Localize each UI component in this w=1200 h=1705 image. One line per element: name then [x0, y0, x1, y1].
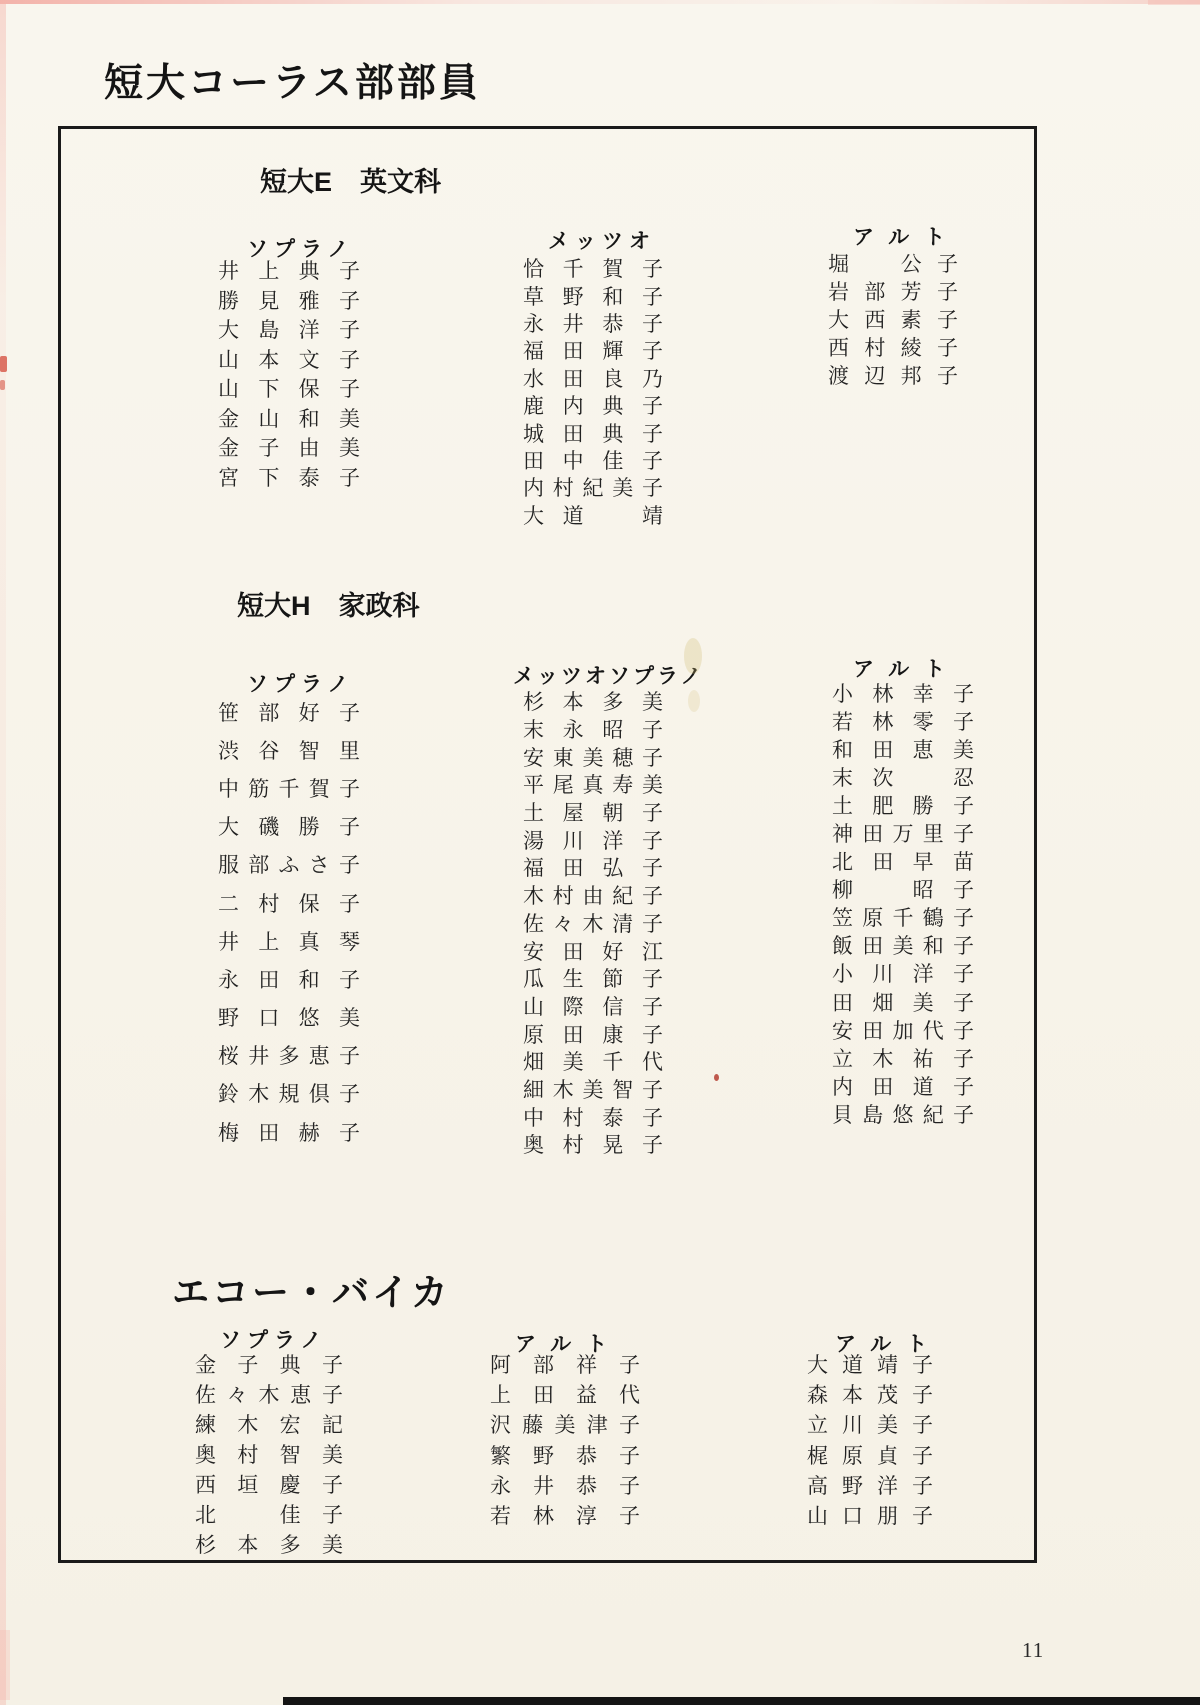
member-name: 大 島 洋 子: [218, 318, 360, 343]
member-name: 鈴 木 規 倶 子: [218, 1082, 360, 1107]
column-header-alto: アルト: [835, 1333, 943, 1356]
member-name: 梅 田 赫 子: [218, 1120, 360, 1145]
member-name: 湯 川 洋 子: [523, 828, 663, 853]
column-header-mezzo: メッツオ: [548, 230, 656, 253]
column-header-soprano: ソプラノ: [247, 238, 355, 261]
member-name: 大 道 靖 子: [807, 1352, 933, 1377]
column-header-alto: アルト: [853, 658, 961, 681]
member-name: 宮 下 泰 子: [218, 465, 360, 490]
member-name: 小 川 洋 子: [832, 962, 974, 987]
scan-artifact-left-edge: [0, 0, 6, 1705]
page-number: 11: [1022, 1638, 1045, 1662]
member-name: 森 本 茂 子: [807, 1382, 933, 1407]
member-name: 繁 野 恭 子: [490, 1443, 640, 1468]
member-name: 杉 本 多 美: [523, 690, 663, 715]
member-name: 上 田 益 代: [490, 1382, 640, 1407]
member-name: 安 田 加 代 子: [832, 1018, 974, 1043]
section-heading-tandai-h: [237, 584, 420, 623]
scan-artifact-top-right: [1148, 0, 1200, 5]
name-column-soprano: [195, 1350, 343, 1560]
member-name: 永 井 恭 子: [523, 311, 663, 336]
column-header-mezzo-soprano: メッツオソプラノ: [513, 665, 705, 688]
member-name: 畑 美 千 代: [523, 1050, 663, 1075]
section-subject: 英文科: [360, 167, 442, 197]
member-name: 奥 村 智 美: [195, 1442, 343, 1467]
member-name: 渡 辺 邦 子: [828, 363, 958, 388]
member-name: 大 西 素 子: [828, 307, 958, 332]
member-name: 城 田 典 子: [523, 421, 663, 446]
name-column-mezzo: [523, 256, 663, 530]
member-name: 安 田 好 江: [523, 939, 663, 964]
scan-artifact-red-mark: [0, 356, 7, 372]
member-name: 貝 島 悠 紀 子: [832, 1102, 974, 1127]
member-name: 山 口 朋 子: [807, 1504, 933, 1529]
page-title: 短大コーラス部部員: [104, 62, 481, 105]
name-column-mezzo-soprano: [523, 689, 663, 1160]
name-column-alto: [832, 680, 974, 1130]
column-header-soprano: ソプラノ: [247, 673, 355, 696]
scan-artifact-bottom-left: [0, 1630, 10, 1700]
name-column-soprano: [218, 694, 360, 1152]
member-name: 北 佳 子: [195, 1502, 343, 1527]
member-name: 笹 部 好 子: [218, 700, 360, 725]
column-header-alto: アルト: [515, 1333, 623, 1356]
member-name: 北 田 早 苗: [832, 850, 974, 875]
member-name: 立 川 美 子: [807, 1413, 933, 1438]
member-name: 杉 本 多 美: [195, 1532, 343, 1557]
section-heading-tandai-e: [260, 160, 441, 199]
member-name: 末 永 昭 子: [523, 718, 663, 743]
column-header-alto: アルト: [853, 226, 961, 249]
member-name: 立 木 祐 子: [832, 1046, 974, 1071]
member-name: 二 村 保 子: [218, 891, 360, 916]
member-name: 安 東 美 穂 子: [523, 745, 663, 770]
member-name: 金 山 和 美: [218, 406, 360, 431]
member-name: 井 上 典 子: [218, 259, 360, 284]
member-name: 沢 藤 美 津 子: [490, 1413, 640, 1438]
member-name: 梶 原 貞 子: [807, 1443, 933, 1468]
member-name: 西 垣 慶 子: [195, 1472, 343, 1497]
member-name: 桜 井 多 恵 子: [218, 1044, 360, 1069]
section-subject: 家政科: [338, 591, 420, 621]
member-name: 和 田 恵 美: [832, 737, 974, 762]
member-name: 佐 々 木 清 子: [523, 911, 663, 936]
member-name: 渋 谷 智 里: [218, 738, 360, 763]
member-name: 佐 々 木 恵 子: [195, 1382, 343, 1407]
member-name: 福 田 弘 子: [523, 856, 663, 881]
member-name: 永 井 恭 子: [490, 1473, 640, 1498]
member-name: 山 際 信 子: [523, 994, 663, 1019]
section-title: 短大E: [260, 167, 333, 197]
member-name: 中 村 泰 子: [523, 1105, 663, 1130]
member-name: 永 田 和 子: [218, 967, 360, 992]
member-name: 笠 原 千 鶴 子: [832, 906, 974, 931]
member-name: 練 木 宏 記: [195, 1412, 343, 1437]
member-name: 服 部 ふ さ 子: [218, 853, 360, 878]
member-name: 金 子 典 子: [195, 1352, 343, 1377]
member-name: 飯 田 美 和 子: [832, 934, 974, 959]
member-name: 中 筋 千 賀 子: [218, 776, 360, 801]
scan-artifact-bottom-bar: [283, 1697, 1200, 1705]
name-column-soprano: [218, 257, 360, 493]
column-header-soprano: ソプラノ: [220, 1329, 328, 1352]
member-name: 金 子 由 美: [218, 436, 360, 461]
member-name: 恰 千 賀 子: [523, 257, 663, 282]
member-name: 鹿 内 典 子: [523, 394, 663, 419]
name-column-alto: [490, 1350, 640, 1532]
member-name: 平 尾 真 寿 美: [523, 773, 663, 798]
member-name: 末 次 忍: [832, 765, 974, 790]
member-name: 内 田 道 子: [832, 1074, 974, 1099]
member-name: 西 村 綾 子: [828, 335, 958, 360]
member-name: 細 木 美 智 子: [523, 1077, 663, 1102]
member-name: 岩 部 芳 子: [828, 279, 958, 304]
member-name: 木 村 由 紀 子: [523, 884, 663, 909]
member-name: 若 林 零 子: [832, 709, 974, 734]
member-name: 大 道 靖: [523, 503, 663, 528]
member-name: 山 下 保 子: [218, 377, 360, 402]
member-name: 大 磯 勝 子: [218, 815, 360, 840]
section-title: 短大H: [237, 591, 311, 621]
member-name: 井 上 真 琴: [218, 929, 360, 954]
member-name: 高 野 洋 子: [807, 1473, 933, 1498]
member-name: 水 田 良 乃: [523, 366, 663, 391]
member-name: 福 田 輝 子: [523, 339, 663, 364]
member-name: 堀 公 子: [828, 251, 958, 276]
member-name: 阿 部 祥 子: [490, 1352, 640, 1377]
name-column-alto: [828, 250, 958, 390]
member-name: 土 屋 朝 子: [523, 801, 663, 826]
member-name: 草 野 和 子: [523, 284, 663, 309]
member-name: 若 林 淳 子: [490, 1504, 640, 1529]
name-column-alto: [807, 1350, 933, 1532]
section-heading-echo-baika: [172, 1262, 451, 1316]
member-name: 田 畑 美 子: [832, 990, 974, 1015]
member-name: 田 中 佳 子: [523, 448, 663, 473]
section-title: エコー・バイカ: [172, 1272, 451, 1313]
member-name: 野 口 悠 美: [218, 1006, 360, 1031]
member-name: 小 林 幸 子: [832, 681, 974, 706]
member-name: 神 田 万 里 子: [832, 822, 974, 847]
scan-artifact-top-edge: [0, 0, 1200, 4]
member-name: 奥 村 晃 子: [523, 1133, 663, 1158]
member-name: 柳 昭 子: [832, 878, 974, 903]
member-name: 内 村 紀 美 子: [523, 476, 663, 501]
scan-artifact-red-mark: [0, 380, 5, 390]
member-name: 勝 見 雅 子: [218, 288, 360, 313]
member-name: 土 肥 勝 子: [832, 793, 974, 818]
member-name: 山 本 文 子: [218, 347, 360, 372]
member-name: 瓜 生 節 子: [523, 967, 663, 992]
member-name: 原 田 康 子: [523, 1022, 663, 1047]
